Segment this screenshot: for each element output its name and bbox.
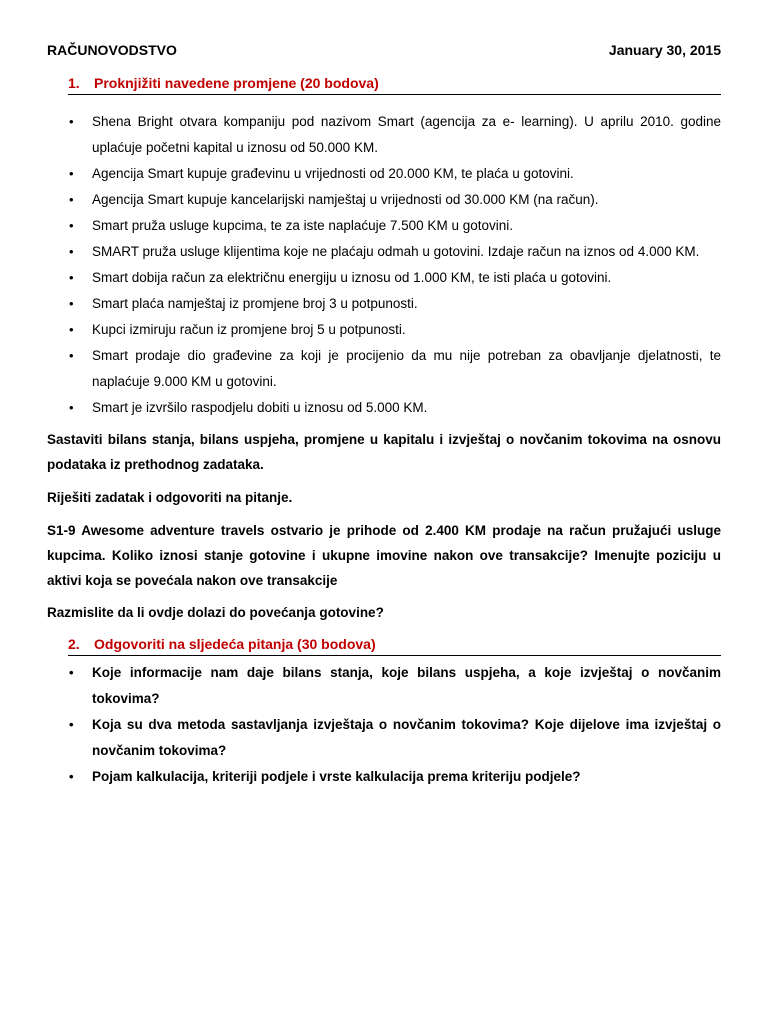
think-question-paragraph: Razmislite da li ovdje dolazi do povećanja gotovine?: [47, 605, 384, 620]
document-date: January 30, 2015: [608, 42, 721, 58]
section-2-title: [68, 636, 721, 656]
task-solve-paragraph: Riješiti zadatak i odgovoriti na pitanje.: [47, 490, 293, 505]
subject-title: RAČUNOVODSTVO: [47, 42, 177, 58]
section-2-heading: Odgovoriti na sljedeća pitanja (30 bodova): [94, 636, 376, 652]
list-item: • SMART pruža usluge klijentima koje ne plaćaju odmah u gotovini. Izdaje račun na iznos od 4.000 KM.: [68, 239, 721, 265]
page-header: [47, 42, 721, 58]
list-item: • Smart plaća namještaj iz promjene broj 3 u potpunosti.: [68, 291, 721, 317]
list-item: • Smart dobija račun za električnu energiju u iznosu od 1.000 KM, te isti plaća u gotovini.: [68, 265, 721, 291]
section-2-list: [68, 660, 721, 790]
section-1-number: 1.: [68, 75, 80, 91]
list-item: • Smart prodaje dio građevine za koji je procijenio da mu nije potreban za obavljanje djelatnosti, te naplaćuje 9.000 KM u gotovini.: [68, 343, 721, 395]
list-item: • Kupci izmiruju račun iz promjene broj 5 u potpunosti.: [68, 317, 721, 343]
exercise-s1-9-paragraph: S1-9 Awesome adventure travels ostvario je prihode od 2.400 KM prodaje na račun pružajući usluge kupcima. Koliko iznosi stanje gotovine i ukupne imovine nakon ove transakcije? Imenujte poziciju u aktivi koja se povećala nakon ove transakcije: [47, 523, 721, 588]
list-item: • Smart pruža usluge kupcima, te za iste naplaćuje 7.500 KM u gotovini.: [68, 213, 721, 239]
list-item: • Koje informacije nam daje bilans stanja, koje bilans uspjeha, a koje izvještaj o novčanim tokovima?: [68, 660, 721, 712]
list-item: • Koja su dva metoda sastavljanja izvještaja o novčanim tokovima? Koje dijelove ima izvještaj o novčanim tokovima?: [68, 712, 721, 764]
section-1-list: [68, 109, 721, 421]
section-2-number: 2.: [68, 636, 80, 652]
list-item: • Agencija Smart kupuje kancelarijski namještaj u vrijednosti od 30.000 KM (na račun).: [68, 187, 721, 213]
list-item: • Shena Bright otvara kompaniju pod nazivom Smart (agencija za e- learning). U aprilu 2010. godine uplaćuje početni kapital u iznosu od 50.000 KM.: [68, 109, 721, 161]
list-item: • Smart je izvršilo raspodjelu dobiti u iznosu od 5.000 KM.: [68, 395, 721, 421]
section-1-heading: Proknjižiti navedene promjene (20 bodova): [94, 75, 379, 91]
list-item: • Pojam kalkulacija, kriteriji podjele i vrste kalkulacija prema kriteriju podjele?: [68, 764, 721, 790]
list-item: • Agencija Smart kupuje građevinu u vrijednosti od 20.000 KM, te plaća u gotovini.: [68, 161, 721, 187]
task-instruction-paragraph: Sastaviti bilans stanja, bilans uspjeha, promjene u kapitalu i izvještaj o novčanim tokovima na osnovu podataka iz prethodnog zadataka.: [47, 432, 721, 472]
section-1-title: [68, 75, 721, 95]
